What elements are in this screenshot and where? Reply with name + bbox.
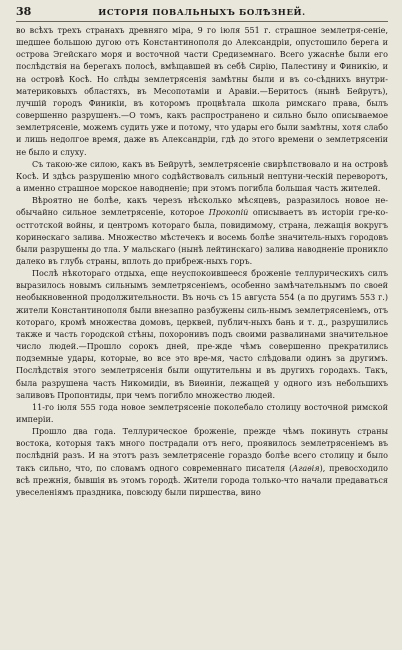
body-text xyxy=(16,25,388,499)
text-run: Прошло два года. Теллурическое броженіе, прежде чѣмъ покинуть страны востока, которыя такъ много пострадали отъ него, проявилось землетрясеніемъ въ послѣдній разъ. И на этотъ разъ землетрясеніе гораздо болѣе всего столицу и было такъ сильно, что, по словамъ одного современнаго писателя ( xyxy=(16,427,388,473)
paragraph xyxy=(16,195,388,268)
paragraph xyxy=(16,402,388,426)
paragraph xyxy=(16,268,388,402)
italic-text: Прокопій xyxy=(208,208,249,218)
text-run: ), превосходило всѣ прежнія, бывшія въ этомъ городѣ. Жители города только-что начали предаваться увеселеніямъ праздника, повсюду были пиршества, вино xyxy=(16,463,388,497)
running-title: ИСТОРІЯ ПОВАЛЬНЫХЪ БОЛѢЗНЕЙ. xyxy=(98,8,306,18)
text-run: во всѣхъ трехъ странахъ древняго міра, 9 го іюля 551 г. страшное землетря-сеніе, шедшее большою дугою отъ Константинополя до Александріи, опустошило берега и острова Эгейскаго моря и восточной части Средиземнаго. Всего ужаснѣе были его послѣдствія на берегахъ полосѣ, вмѣщавшей въ себѣ Сирію, Палестину и Финикію, и на островѣ Косѣ. Но слѣды землетрясенія замѣтны были и въ со-сѣднихъ внутри-материковыхъ областяхъ, въ Месопотаміи и Аравіи.—Беритосъ (нынѣ Бейрутъ), лучшій городъ Финикіи, въ которомъ процвѣтала школа римскаго права, былъ совершенно разрушенъ.—О томъ, какъ распространено и сильно было описываемое землетрясеніе, можемъ судить уже и потому, что удары его были замѣтны, хотя слабо и лишь недолгое время, даже въ Александріи, гдѣ до этого времени о землетрясеніи не было и слуху. xyxy=(16,26,388,157)
paragraph xyxy=(16,426,388,499)
text-run: Послѣ нѣкотораго отдыха, еще неуспокоившееся броженіе теллурическихъ силъ выразилось новымъ сильнымъ землетрясеніемъ, особенно замѣчательнымъ по своей необыкновенной продолжительности. Въ ночь съ 15 августа 554 (а по другимъ 553 г.) жители Константинополя были внезапно разбужены силь-нымъ землетрясеніемъ, отъ котораго, кромѣ множества домовъ, церквей, публич-ныхъ бань и т. д., разрушились также и часть городской стѣны, похоронивъ подъ своими развалинами значительное число людей.—Прошло сорокъ дней, пре-жде чѣмъ совершенно прекратились подземные удары, которые, во все это вре-мя, часто слѣдовали одинъ за другимъ. Послѣдствія этого землетрясенія были ощутительны и въ другихъ городахъ. Такъ, была разрушена часть Никомидіи, въ Виѳиніи, лежащей у одного изъ небольшихъ заливовъ Пропонтиды, при чемъ погибло множество людей. xyxy=(16,269,388,400)
page-number: 38 xyxy=(16,5,32,18)
text-run: 11-го іюля 555 года новое землетрясеніе поколебало столицу восточной римской имперіи. xyxy=(16,402,388,424)
paragraph xyxy=(16,25,388,159)
text-run: Съ такою-же силою, какъ въ Бейрутѣ, землетрясеніе свирѣпствовало и на островѣ Косѣ. И здѣсь разрушенію много содѣйствовалъ сильный нептуни-ческій переворотъ, а именно страшное морское наводненіе; при этомъ погибла большая часть жителей. xyxy=(16,159,388,194)
text-run: описываетъ въ исторіи гре-ко-остготской войны, и центромъ котораго была, повидимому, страна, лежащія вокругъ коринѳскаго залива. Множество мѣстечекъ и восемь болѣе значитель-ныхъ городовъ были разрушены до тла. У мальскаго (нынѣ лейтинскаго) залива наводненіе проникло далеко въ глубь страны, вплоть до прибреж-ныхъ горъ. xyxy=(16,208,388,266)
paragraph xyxy=(16,159,388,195)
page-header xyxy=(16,5,388,22)
italic-text: Агаѳія xyxy=(292,463,320,473)
text-run: Вѣроятно не болѣе, какъ черезъ нѣсколько мѣсяцевъ, разразилось новое не-обычайно сильное землетрясеніе, которое xyxy=(16,196,388,218)
